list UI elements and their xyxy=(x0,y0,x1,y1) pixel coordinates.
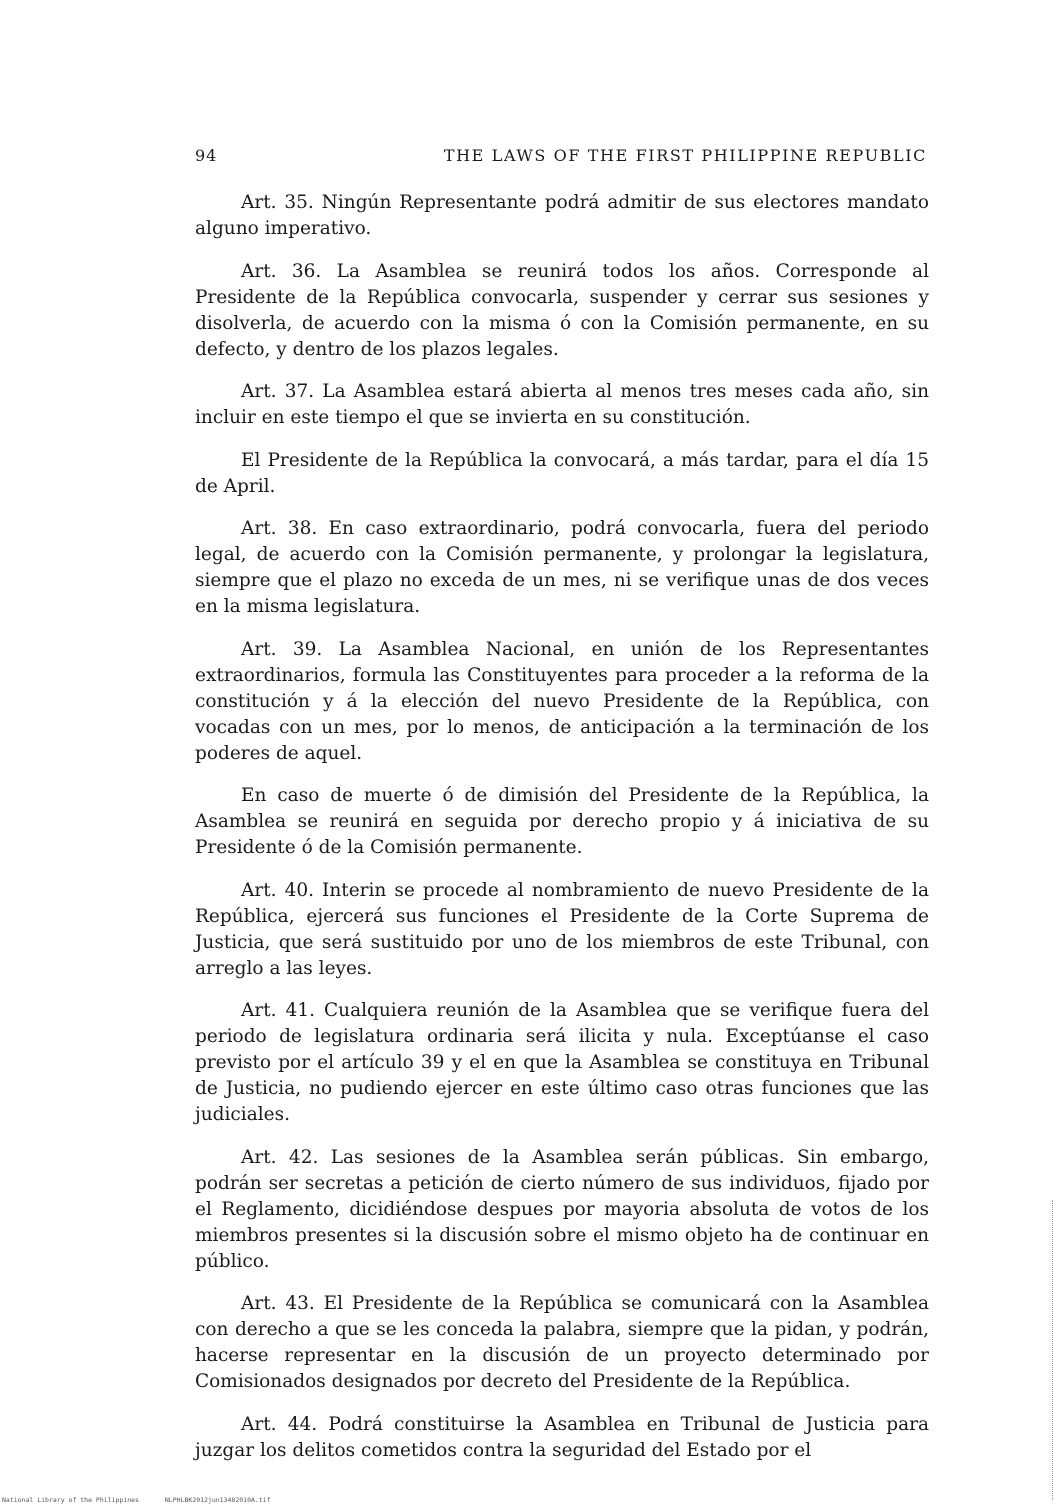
paragraph-art-44: Art. 44. Podrá constituirse la Asamblea en Tribunal de Justicia para juzgar los delitos cometidos contra la seguridad del Estado por el xyxy=(195,1413,929,1461)
paragraph-art-35: Art. 35. Ningún Representante podrá admitir de sus electores mandato alguno imperativo. xyxy=(195,192,929,239)
paragraph-art-38: Art. 38. En caso extraordinario, podrá convocarla, fuera del periodo legal, de acuerdo con la Comisión permanente, y prolongar la legislatura, siempre que el plazo no exceda de un mes, ni se verifique unas de dos veces en la misma legislatura. xyxy=(195,518,929,617)
paragraph-art-41: Art. 41. Cualquiera reunión de la Asamblea que se verifique fuera del periodo de legislatura ordinaria será ilicita y nula. Exceptúanse el caso previsto por el artículo 39 y el en que la Asamblea se constituya en Tribunal de Justicia, no pudiendo ejercer en este último caso otras funciones que las judiciales. xyxy=(195,1000,929,1125)
page-header xyxy=(195,146,927,170)
paragraph-art-39: Art. 39. La Asamblea Nacional, en unión de los Representantes extraordinarios, formula las Constituyentes para proceder a la reforma de la constitución y á la elección del nuevo Presidente de la República, con vocadas con un mes, por lo menos, de anticipación a la terminación de los poderes de aquel. xyxy=(195,638,929,764)
body-text xyxy=(195,190,929,1480)
scan-file-id: NLPHLBK2012jun13482010A.tif xyxy=(164,1496,271,1504)
paragraph-art-43: Art. 43. El Presidente de la República se comunicará con la Asamblea con derecho a que se les conceda la palabra, siempre que la pidan, y podrán, hacerse representar en la discusión de un proyecto determinado por Comisionados designados por decreto del Presidente de la República. xyxy=(195,1293,929,1392)
paragraph-art-42: Art. 42. Las sesiones de la Asamblea serán públicas. Sin embargo, podrán ser secretas a petición de cierto número de sus individuos, fijado por el Reglamento, dicidiéndose despues por mayoria absoluta de votos de los miembros presentes si la discusión sobre el mismo objeto ha de continuar en público. xyxy=(195,1146,929,1272)
paragraph-art-37-convocation: El Presidente de la República la convocará, a más tardar, para el día 15 de April. xyxy=(195,449,929,497)
library-credit: National Library of the Philippines xyxy=(2,1496,139,1504)
scan-edge-marks xyxy=(1052,1200,1057,1500)
scan-footer xyxy=(2,1496,302,1506)
running-title: THE LAWS OF THE FIRST PHILIPPINE REPUBLIC xyxy=(443,146,927,165)
paragraph-art-36: Art. 36. La Asamblea se reunirá todos los años. Corresponde al Presidente de la República convocarla, suspender y cerrar sus sesiones y disolverla, de acuerdo con la misma ó con la Comisión permanente, en su defecto, y dentro de los plazos legales. xyxy=(195,260,929,360)
paragraph-art-39-death-or-resignation: En caso de muerte ó de dimisión del Presidente de la República, la Asamblea se reunirá en seguida por derecho propio y á iniciativa de su Presidente ó de la Comisión permanente. xyxy=(195,785,929,858)
paragraph-art-37: Art. 37. La Asamblea estará abierta al menos tres meses cada año, sin incluir en este tiempo el que se invierta en su constitución. xyxy=(195,381,929,428)
page-number: 94 xyxy=(195,146,218,165)
paragraph-art-40: Art. 40. Interin se procede al nombramiento de nuevo Presidente de la República, ejercerá sus funciones el Presidente de la Corte Suprema de Justicia, que será sustituido por uno de los miembros de este Tribunal, con arreglo a las leyes. xyxy=(195,879,929,979)
